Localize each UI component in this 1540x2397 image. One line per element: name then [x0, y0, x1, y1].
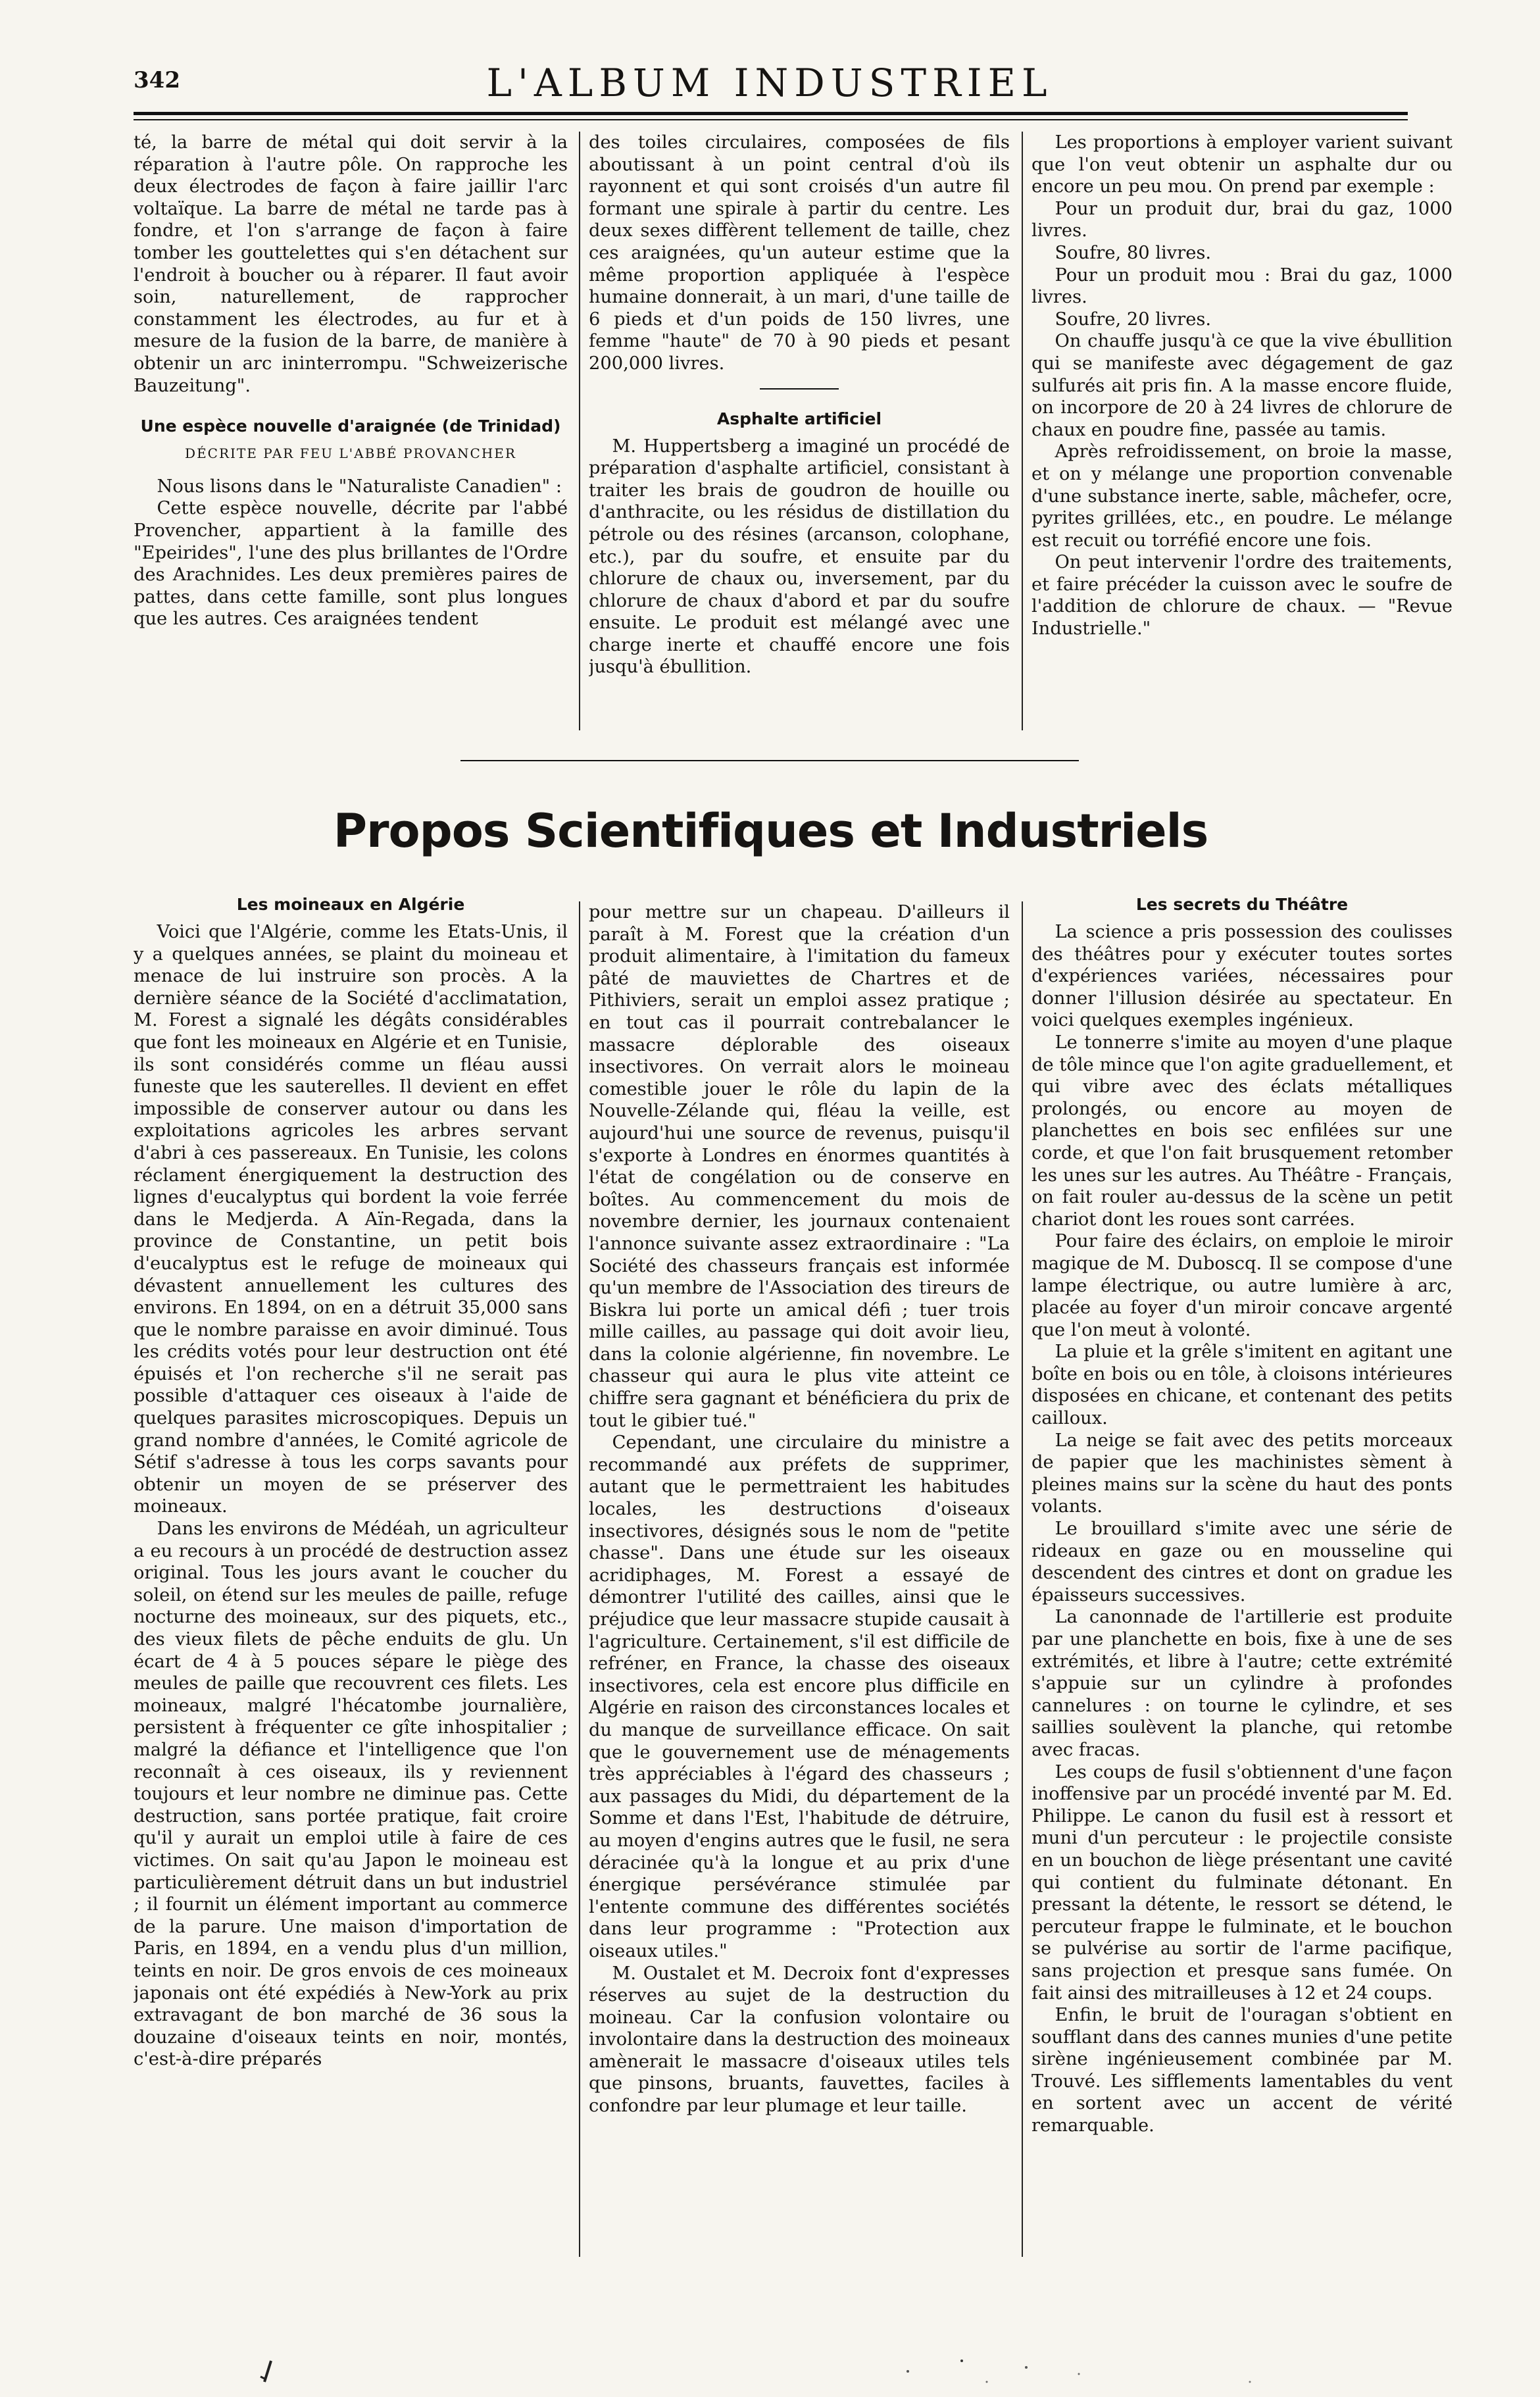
paragraph: Cependant, une circulaire du ministre a recommandé aux préfets de supprimer, autant que le permettraient les habitudes locales, les destructions d'oiseaux insectivores, désignés sous le nom de "petite chasse". Dans une étude sur les oiseaux acridiphages, M. Forest a essayé de démontrer l'utilité des cailles, ainsi que le préjudice que leur massacre stupide causait à l'agriculture. Certainement, s'il est difficile de refréner, en France, la chasse des oiseaux insectivores, cela est encore plus difficile en Algérie en raison des circonstances locales et du manque de surveillance efficace. On sait que le gouvernement use de ménagements très appréciables à l'égard des chasseurs ; aux passages du Midi, du département de la Somme et dans l'Est, l'habitude de détruire, au moyen d'engins autres que le fusil, ne sera déracinée qu'à la longue et au prix d'une énergique persévérance stimulée par l'entente commune des différentes sociétés dans leur programme : "Protection aux oiseaux utiles."	[589, 1432, 1010, 1961]
paragraph: M. Oustalet et M. Decroix font d'expresses réserves au sujet de la destruction du moineau. Car la confusion volontaire ou involontaire dans la destruction des moineaux amènerait le massacre d'oiseaux utiles tels que pinsons, bruants, fauvettes, faciles à confondre par leur plumage et leur taille.	[589, 1963, 1010, 2117]
article-end-rule	[760, 388, 839, 390]
paragraph: La pluie et la grêle s'imitent en agitant une boîte en bois ou en tôle, à cloisons intérieures disposées en chicane, et contenant des petits cailloux.	[1031, 1342, 1453, 1429]
paragraph: pour mettre sur un chapeau. D'ailleurs il paraît à M. Forest que la création d'un produit alimentaire, à l'imitation du fameux pâté de mauviettes de Chartres et de Pithiviers, serait un emploi assez pratique ; en tout cas il pourrait contrebalancer le massacre déplorable des oiseaux insectivores. On verrait alors le moineau comestible jouer le rôle du lapin de la Nouvelle-Zélande qui, fléau la veille, est aujourd'hui une source de revenus, puisqu'il s'exporte à Londres en énormes quantités à l'état de congélation ou de conserve en boîtes. Au commencement du mois de novembre dernier, les journaux contenaient l'annonce suivante assez extraordinaire : "La Société des chasseurs français est informée qu'un membre de l'Association des tireurs de Biskra lui porte un amical défi ; tuer trois mille cailles, au passage qui doit avoir lieu, dans la colonie algérienne, fin novembre. Le chasseur qui aura le plus vite atteint ce chiffre sera gagnant et bénéficiera du prix de tout le gibier tué."	[589, 902, 1010, 1431]
column-divider	[1022, 132, 1023, 730]
paragraph: Voici que l'Algérie, comme les Etats-Unis, il y a quelques années, se plaint du moineau et menace de lui instruire son procès. A la dernière séance de la Société d'acclimatation, M. Forest a signalé les dégâts considérables que font les moineaux en Algérie et en Tunisie, ils sont considérés comme un fléau aussi funeste que les sauterelles. Il devient en effet impossible de conserver autour ou dans les exploitations agricoles les arbres servant d'abri à ces passereaux. En Tunisie, les colons réclament énergiquement la destruction des lignes d'eucalyptus qui bordent la voie ferrée dans le Medjerda. A Aïn-Regada, dans la province de Constantine, un petit bois d'eucalyptus est le refuge de moineaux qui dévastent annuellement les cultures des environs. En 1894, on en a détruit 35,000 sans que le nombre paraisse en avoir diminué. Tous les crédits votés pour leur destruction ont été épuisés et l'on recherche s'il ne serait pas possible d'attaquer ces oiseaux à l'aide de quelques parasites microscopiques. Depuis un grand nombre d'années, le Comité agricole de Sétif s'adresse à tous les corps savants pour obtenir un moyen de se préserver des moineaux.	[134, 922, 568, 1517]
paragraph: Soufre, 80 livres.	[1055, 242, 1212, 263]
article-title-sparrows: Les moineaux en Algérie	[236, 895, 465, 914]
paragraph: M. Huppertsberg a imaginé un procédé de préparation d'asphalte artificiel, consistant à traiter les brais de goudron de houille ou d'anthracite, ou les résidus de distillation du pétrole ou des résines (arcanson, colophane, etc.), par du soufre, et ensuite par du chlorure de chaux ou, inversement, par du chlorure de chaux d'abord et par du soufre ensuite. Le produit est mélangé avec une charge inerte et chauffé encore une fois jusqu'à ébullition.	[589, 436, 1010, 678]
column-divider	[579, 132, 580, 730]
paragraph: On peut intervenir l'ordre des traitements, et faire précéder la cuisson avec le soufre de l'addition de chlorure de chaux. — "Revue Industrielle."	[1031, 552, 1453, 640]
running-title: L'ALBUM INDUSTRIEL	[486, 61, 1053, 105]
paragraph: La science a pris possession des coulisses des théâtres pour y exécuter toutes sortes d'expériences variées, nécessaires pour donner l'illusion désirée au spectateur. En voici quelques exemples ingénieux.	[1031, 922, 1453, 1031]
paragraph: Pour faire des éclairs, on emploie le miroir magique de M. Duboscq. Il se compose d'une lampe électrique, ou autre lumière à arc, placée au foyer d'un miroir concave argenté que l'on meut à volonté.	[1031, 1231, 1453, 1340]
top-column-2	[589, 132, 1010, 737]
paragraph: La canonnade de l'artillerie est produite par une planchette en bois, fixe à une de ses extrémités, et libre à l'autre; cette extrémité s'appuie sur un cylindre à profondes cannelures : on tourne le cylindre, et ses saillies soulèvent la planche, qui retombe avec fracas.	[1031, 1607, 1453, 1760]
article-byline: DÉCRITE PAR FEU L'ABBÉ PROVANCHER	[185, 445, 516, 462]
paragraph: Cette espèce nouvelle, décrite par l'abbé Provencher, appartient à la famille des "Epeirides", l'une des plus brillantes de l'Ordre des Arachnides. Les deux premières paires de pattes, dans cette famille, sont plus longues que les autres. Ces araignées tendent	[134, 498, 568, 630]
top-column-3	[1031, 132, 1453, 737]
bottom-column-2	[589, 901, 1010, 2263]
article-title-theatre: Les secrets du Théâtre	[1135, 895, 1349, 914]
paragraph: Le brouillard s'imite avec une série de rideaux en gaze ou en mousseline qui descendent des cintres et dont on gradue les épaisseurs successives.	[1031, 1519, 1453, 1605]
article-title-asphalt: Asphalte artificiel	[716, 409, 882, 428]
bottom-column-1	[134, 895, 568, 2263]
column-divider	[1022, 901, 1023, 2257]
paragraph: des toiles circulaires, composées de fils aboutissant à un point central d'où ils rayonnent et qui sont croisés d'un autre fil formant une spirale à partir du centre. Les deux sexes diffèrent tellement de taille, chez ces araignées, qu'un auteur estime que la même proportion appliquée à l'espèce humaine donnerait, à un mari, d'une taille de 6 pieds et d'un poids de 150 livres, une femme "haute" de 70 à 90 pieds et pesant 200,000 livres.	[589, 132, 1010, 374]
paragraph: Pour un produit mou : Brai du gaz, 1000 livres.	[1031, 265, 1453, 308]
paragraph: té, la barre de métal qui doit servir à la réparation à l'autre pôle. On rapproche les deux électrodes de façon à faire jaillir l'arc voltaïque. La barre de métal ne tarde pas à fondre, et l'on s'arrange de façon à faire tomber les gouttelettes qui s'en détachent sur l'endroit à boucher ou à réparer. Il faut avoir soin, naturellement, de rapprocher constamment les électrodes, au fur et à mesure de la fusion de la barre, de manière à obtenir un arc ininterrompu. "Schweizerische Bauzeitung".	[134, 132, 568, 396]
page-number: 342	[134, 67, 180, 93]
paragraph: Soufre, 20 livres.	[1055, 309, 1212, 330]
section-divider-rule	[460, 760, 1079, 761]
scan-marks	[0, 2303, 1540, 2395]
paragraph: Les proportions à employer varient suivant que l'on veut obtenir un asphalte dur ou encore un peu mou. On prend par exemple :	[1031, 132, 1453, 197]
paragraph: Le tonnerre s'imite au moyen d'une plaque de tôle mince que l'on agite graduellement, et qui vibre avec des éclats métalliques prolongés, ou encore au moyen de planchettes en bois sec enfilées sur une corde, et que l'on fait brusquement retomber les unes sur les autres. Au Théâtre - Français, on fait rouler au-dessus de la scène un petit chariot dont les roues sont carrées.	[1031, 1032, 1453, 1230]
paragraph: Nous lisons dans le "Naturaliste Canadien" :	[157, 476, 562, 497]
paragraph: Pour un produit dur, brai du gaz, 1000 livres.	[1031, 198, 1453, 241]
paragraph: Les coups de fusil s'obtiennent d'une façon inoffensive par un procédé inventé par M. Ed. Philippe. Le canon du fusil est à ressort et muni d'un percuteur : le projectile consiste en un bouchon de liège présentant une cavité qui contient du fulminate détonant. En pressant la détente, le ressort se détend, le percuteur frappe le fulminate, et le bouchon se pulvérise au sortir de l'arme pacifique, sans projection et presque sans fumée. On fait ainsi des mitrailleuses à 12 et 24 coups.	[1031, 1761, 1453, 2004]
paragraph: Dans les environs de Médéah, un agriculteur a eu recours à un procédé de destruction assez original. Tous les jours avant le coucher du soleil, on étend sur les meules de paille, refuge nocturne des moineaux, sur des piquets, etc., des vieux filets de pêche enduits de glu. Un écart de 4 à 5 pouces sépare le piège des meules de paille que recouvrent ces filets. Les moineaux, malgré l'hécatombe journalière, persistent à fréquenter ce gîte inhospitalier ; malgré la défiance et l'intelligence que l'on reconnaît à ces oiseaux, ils y reviennent toujours et leur nombre ne diminue pas. Cette destruction, sans portée pratique, fait croire qu'il y aurait un emploi utile à faire de ces victimes. On sait qu'au Japon le moineau est particulièrement détruit dans un but industriel ; il fournit un élément important au commerce de la parure. Une maison d'importation de Paris, en 1894, en a vendu plus d'un million, teints en noir. De gros envois de ces moineaux japonais ont été expédiés à New-York au prix extravagant de bon marché de 36 sous la douzaine d'oiseaux teints en noir, montés, c'est-à-dire préparés	[134, 1519, 568, 2070]
top-column-1	[134, 132, 568, 737]
header-rule	[134, 112, 1408, 120]
bottom-column-3	[1031, 895, 1453, 2263]
paragraph: Enfin, le bruit de l'ouragan s'obtient en soufflant dans des cannes munies d'une petite sirène ingénieusement combinée par M. Trouvé. Les sifflements lamentables du vent en sortent avec un accent de vérité remarquable.	[1031, 2005, 1453, 2136]
section-title: Propos Scientifiques et Industriels	[333, 804, 1208, 858]
column-divider	[579, 901, 580, 2257]
article-title-spider: Une espèce nouvelle d'araignée (de Trinidad)	[140, 416, 561, 436]
paragraph: La neige se fait avec des petits morceaux de papier que les machinistes sèment à pleines mains sur la scène du haut des ponts volants.	[1031, 1430, 1453, 1517]
paragraph: Après refroidissement, on broie la masse, et on y mélange une proportion convenable d'une substance inerte, sable, mâchefer, ocre, pyrites grillées, etc., en poudre. Le mélange est recuit ou torréfié encore une fois.	[1031, 442, 1453, 551]
paragraph: On chauffe jusqu'à ce que la vive ébullition qui se manifeste avec dégagement de gaz sulfurés ait pris fin. A la masse encore fluide, on incorpore de 20 à 24 livres de chlorure de chaux en poudre fine, passée au tamis.	[1031, 331, 1453, 440]
